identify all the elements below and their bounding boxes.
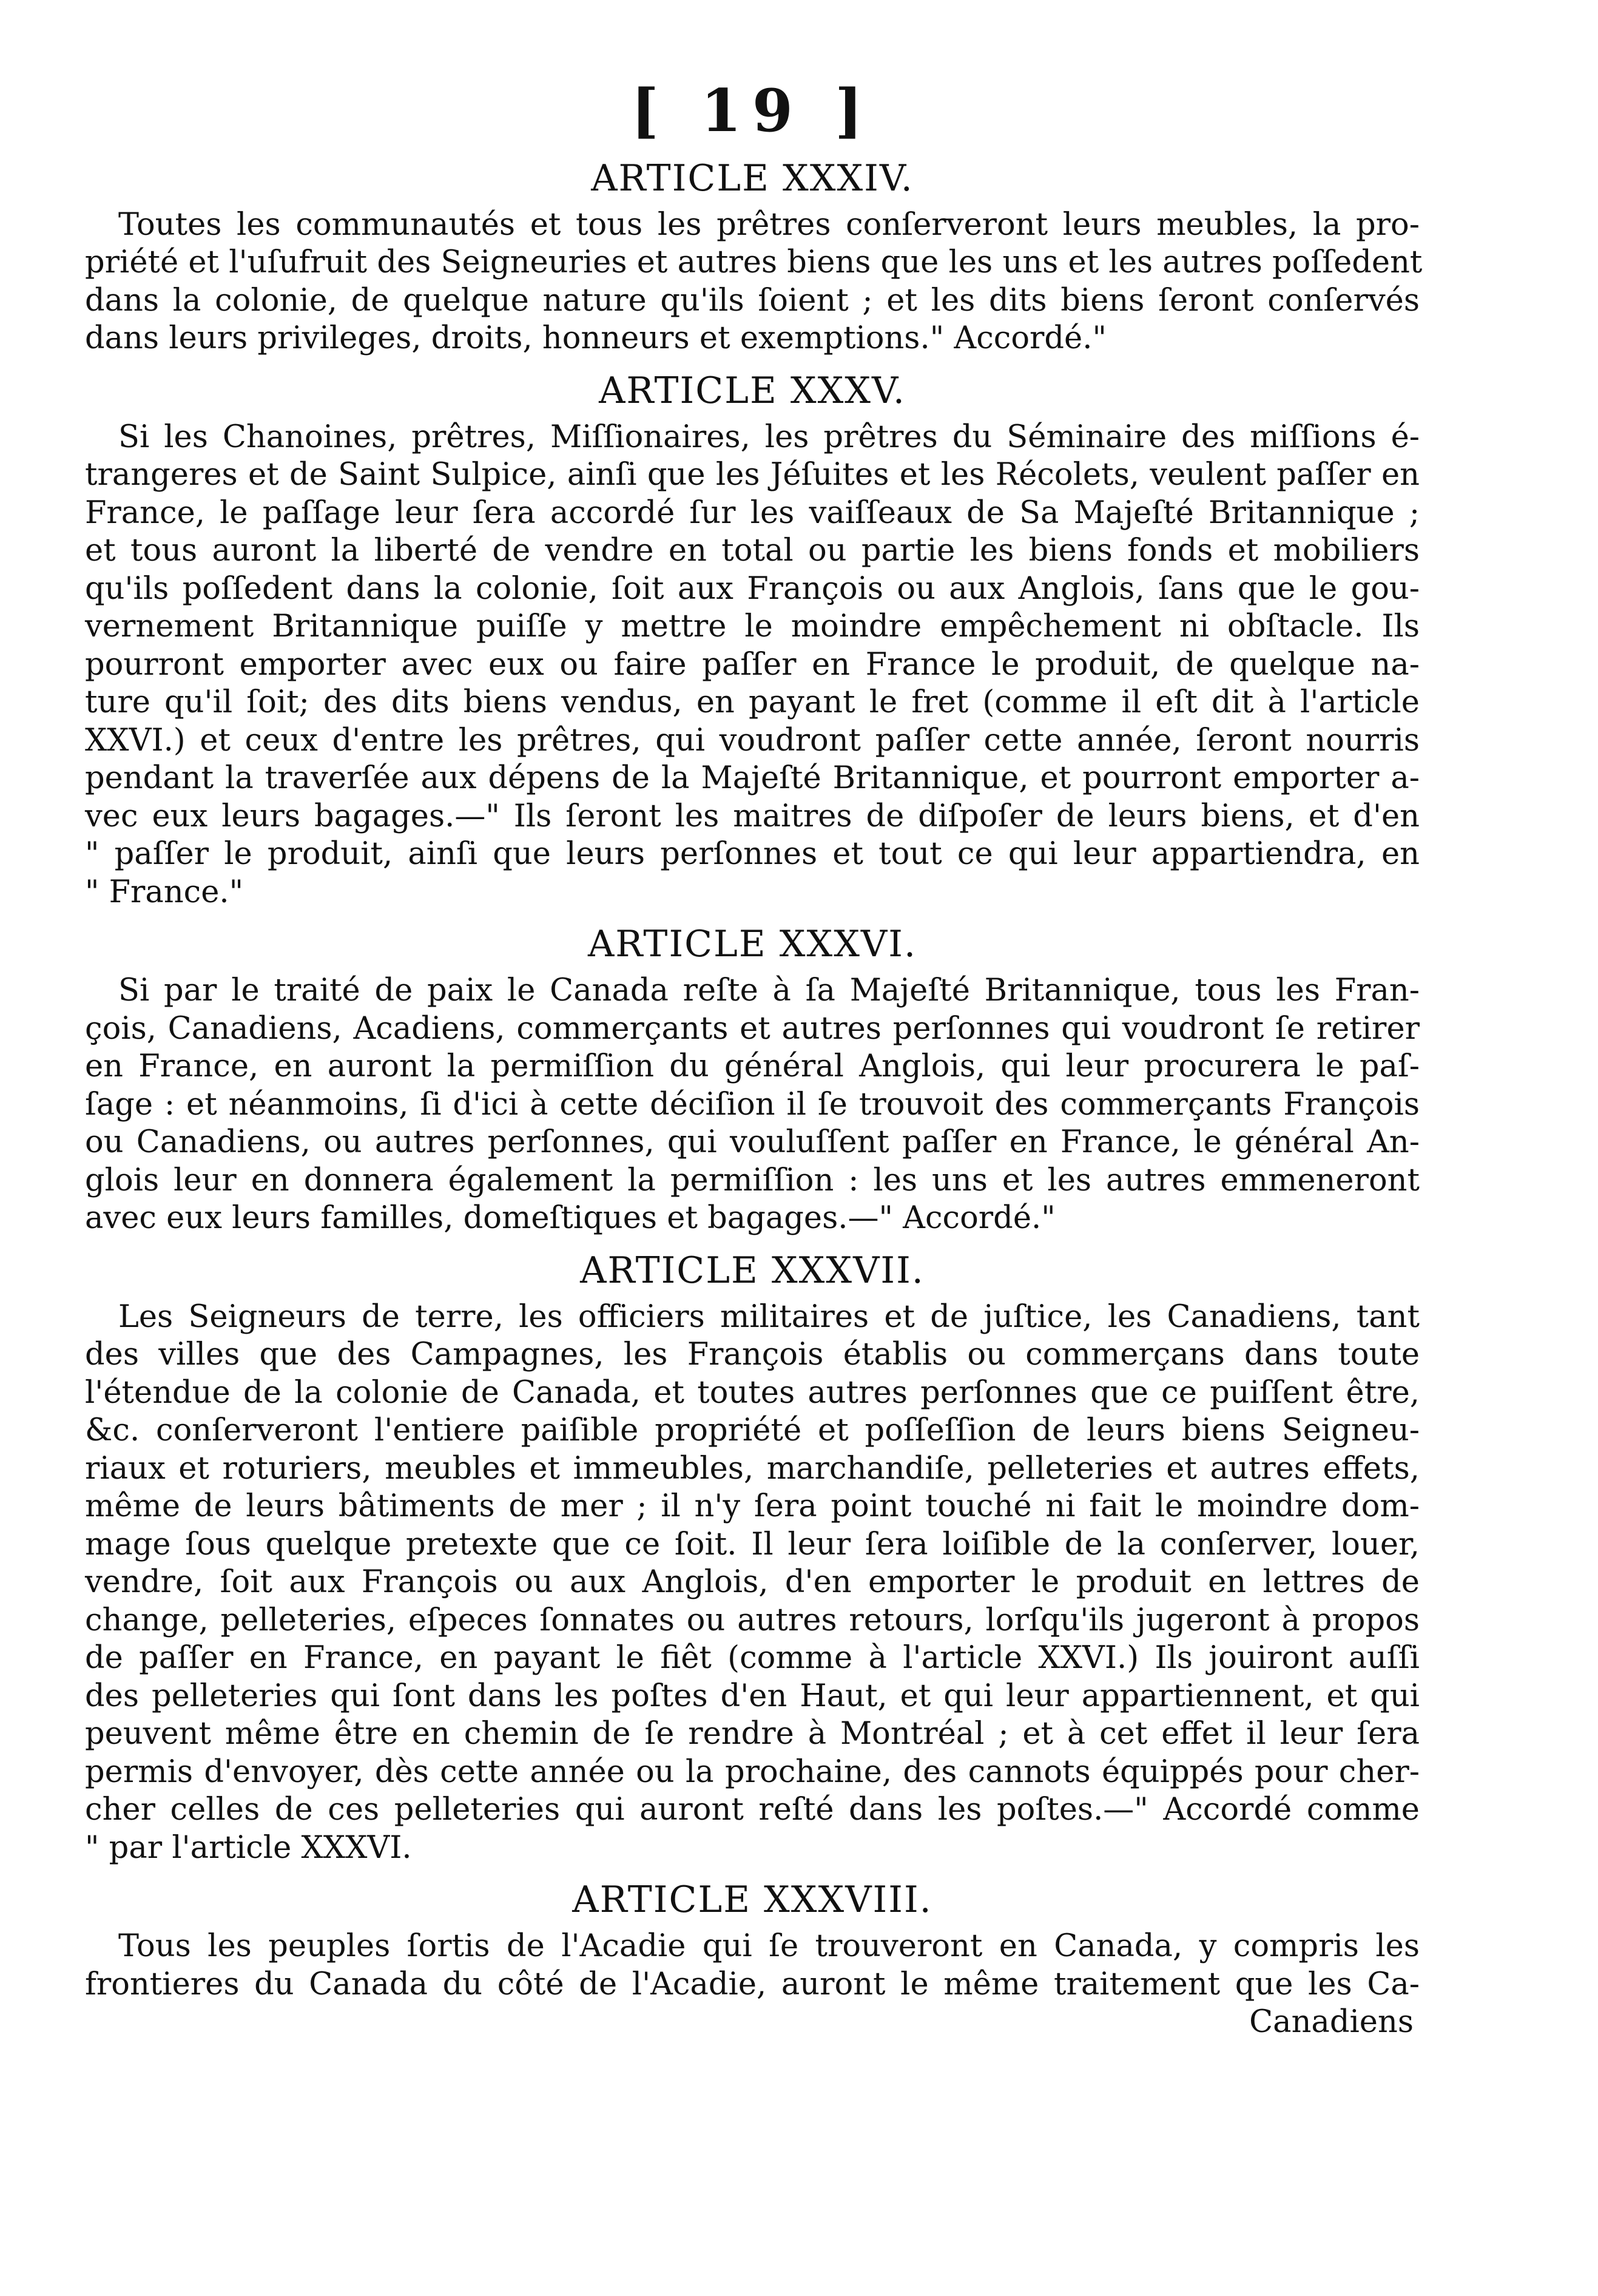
text-line: priété et l'uſufruit des Seigneuries et autres biens que les uns et les autres poſſedent (85, 245, 1423, 281)
text-line: " France." (85, 874, 244, 910)
text-line: vec eux leurs bagages.—" Ils ſeront les maitres de diſpoſer de leurs biens, et d'en (85, 798, 1420, 834)
article-text (85, 1298, 1420, 1868)
article-38 (85, 1878, 1420, 2004)
text-line: çois, Canadiens, Acadiens, commerçants et autres perſonnes qui voudront ſe retirer (85, 1010, 1420, 1047)
article-text (85, 419, 1420, 912)
text-line: même de leurs bâtiments de mer ; il n'y ſera point touché ni fait le moindre dom- (85, 1488, 1420, 1525)
text-line: des pelleteries qui ſont dans les poſtes d'en Haut, et qui leur appartiennent, et qui (85, 1678, 1420, 1714)
text-line: cher celles de ces pelleteries qui auront reſté dans les poſtes.—" Accordé comme (85, 1792, 1420, 1828)
article-heading: ARTICLE XXXVI. (587, 923, 917, 966)
text-line: Les Seigneurs de terre, les officiers militaires et de juſtice, les Canadiens, tant (118, 1298, 1420, 1335)
article-34 (85, 157, 1423, 358)
article-heading: ARTICLE XXXIV. (591, 157, 914, 200)
article-heading: ARTICLE XXXVII. (580, 1249, 925, 1292)
text-line: " par l'article XXXVI. (85, 1829, 412, 1866)
text-line: change, pelleteries, eſpeces ſonnates ou autres retours, lorſqu'ils jugeront à propos (85, 1602, 1420, 1638)
text-line: riaux et roturiers, meubles et immeubles, marchandiſe, pelleteries et autres effets, (85, 1450, 1420, 1487)
article-heading: ARTICLE XXXVIII. (572, 1879, 932, 1922)
text-line: Tous les peuples ſortis de l'Acadie qui ſe trouveront en Canada, y compris les (118, 1928, 1420, 1965)
text-line: l'étendue de la colonie de Canada, et toutes autres perſonnes que ce puiſſent être, (85, 1374, 1420, 1411)
text-line: mage ſous quelque pretexte que ce ſoit. Il leur ſera loiſible de la conſerver, louer, (85, 1526, 1420, 1562)
text-line: " paſſer le produit, ainſi que leurs perſonnes et tout ce qui leur appartiendra, en (85, 836, 1420, 873)
catchword: Canadiens (1249, 2004, 1414, 2041)
text-line: pourront emporter avec eux ou faire paſſer en France le produit, de quelque na- (85, 646, 1420, 683)
text-line: des villes que des Campagnes, les François établis ou commerçans dans toute (85, 1337, 1420, 1373)
text-line: vernement Britannique puiſſe y mettre le moindre empêchement ni obſtacle. Ils (85, 609, 1420, 645)
text-line: peuvent même être en chemin de ſe rendre à Montréal ; et à cet effet il leur ſera (85, 1716, 1420, 1752)
text-line: de paſſer en France, en payant le fiêt (comme à l'article XXVI.) Ils jouiront auſſi (85, 1640, 1420, 1676)
article-heading: ARTICLE XXXV. (599, 369, 906, 412)
page-number: [ 19 ] (631, 76, 874, 145)
article-35 (85, 369, 1420, 912)
text-line: qu'ils poſſedent dans la colonie, ſoit aux François ou aux Anglois, ſans que le gou- (85, 570, 1420, 607)
text-line: et tous auront la liberté de vendre en total ou partie les biens fonds et mobiliers (85, 533, 1420, 569)
text-line: &c. conſerveront l'entiere paiſible propriété et poſſeſſion de leurs biens Seigneu- (85, 1413, 1420, 1449)
text-line: permis d'envoyer, dès cette année ou la prochaine, des cannots équippés pour cher- (85, 1754, 1420, 1790)
text-line: trangeres et de Saint Sulpice, ainſi que les Jéſuites et les Récolets, veulent paſſer en (85, 457, 1420, 493)
text-line: Toutes les communautés et tous les prêtres conſerveront leurs meubles, la pro- (118, 206, 1420, 243)
text-line: glois leur en donnera également la permiſſion : les uns et les autres emmeneront (85, 1162, 1420, 1198)
article-36 (85, 922, 1420, 1238)
text-line: XXVI.) et ceux d'entre les prêtres, qui voudront paſſer cette année, ſeront nourris (85, 722, 1420, 758)
text-line: Si par le traité de paix le Canada reſte à ſa Majeſté Britannique, tous les Fran- (118, 973, 1420, 1009)
text-line: France, le paſſage leur ſera accordé ſur les vaiſſeaux de Sa Majeſté Britannique ; (85, 495, 1420, 531)
article-text (85, 1928, 1420, 2004)
page (85, 76, 1423, 2042)
article-37 (85, 1249, 1420, 1868)
text-line: dans leurs privileges, droits, honneurs et exemptions." Accordé." (85, 320, 1107, 357)
text-line: pendant la traverſée aux dépens de la Majeſté Britannique, et pourront emporter a- (85, 760, 1420, 797)
article-text (85, 972, 1420, 1238)
text-line: ſage : et néanmoins, ſi d'ici à cette déciſion il ſe trouvoit des commerçants François (85, 1086, 1420, 1123)
text-line: vendre, ſoit aux François ou aux Anglois, d'en emporter le produit en lettres de (85, 1564, 1420, 1601)
text-line: avec eux leurs familles, domeſtiques et bagages.—" Accordé." (85, 1200, 1056, 1237)
text-line: ou Canadiens, ou autres perſonnes, qui vouluſſent paſſer en France, le général An- (85, 1124, 1420, 1161)
text-line: frontieres du Canada du côté de l'Acadie, auront le même traitement que les Ca- (85, 1966, 1420, 2002)
text-line: dans la colonie, de quelque nature qu'ils ſoient ; et les dits biens ſeront conſervés (85, 282, 1420, 319)
text-line: Si les Chanoines, prêtres, Miſſionaires, les prêtres du Séminaire des miſſions é- (118, 419, 1420, 455)
article-text (85, 206, 1423, 358)
text-line: ture qu'il ſoit; des dits biens vendus, en payant le fret (comme il eſt dit à l'article (85, 684, 1420, 721)
text-line: en France, en auront la permiſſion du général Anglois, qui leur procurera le paſ- (85, 1048, 1420, 1085)
